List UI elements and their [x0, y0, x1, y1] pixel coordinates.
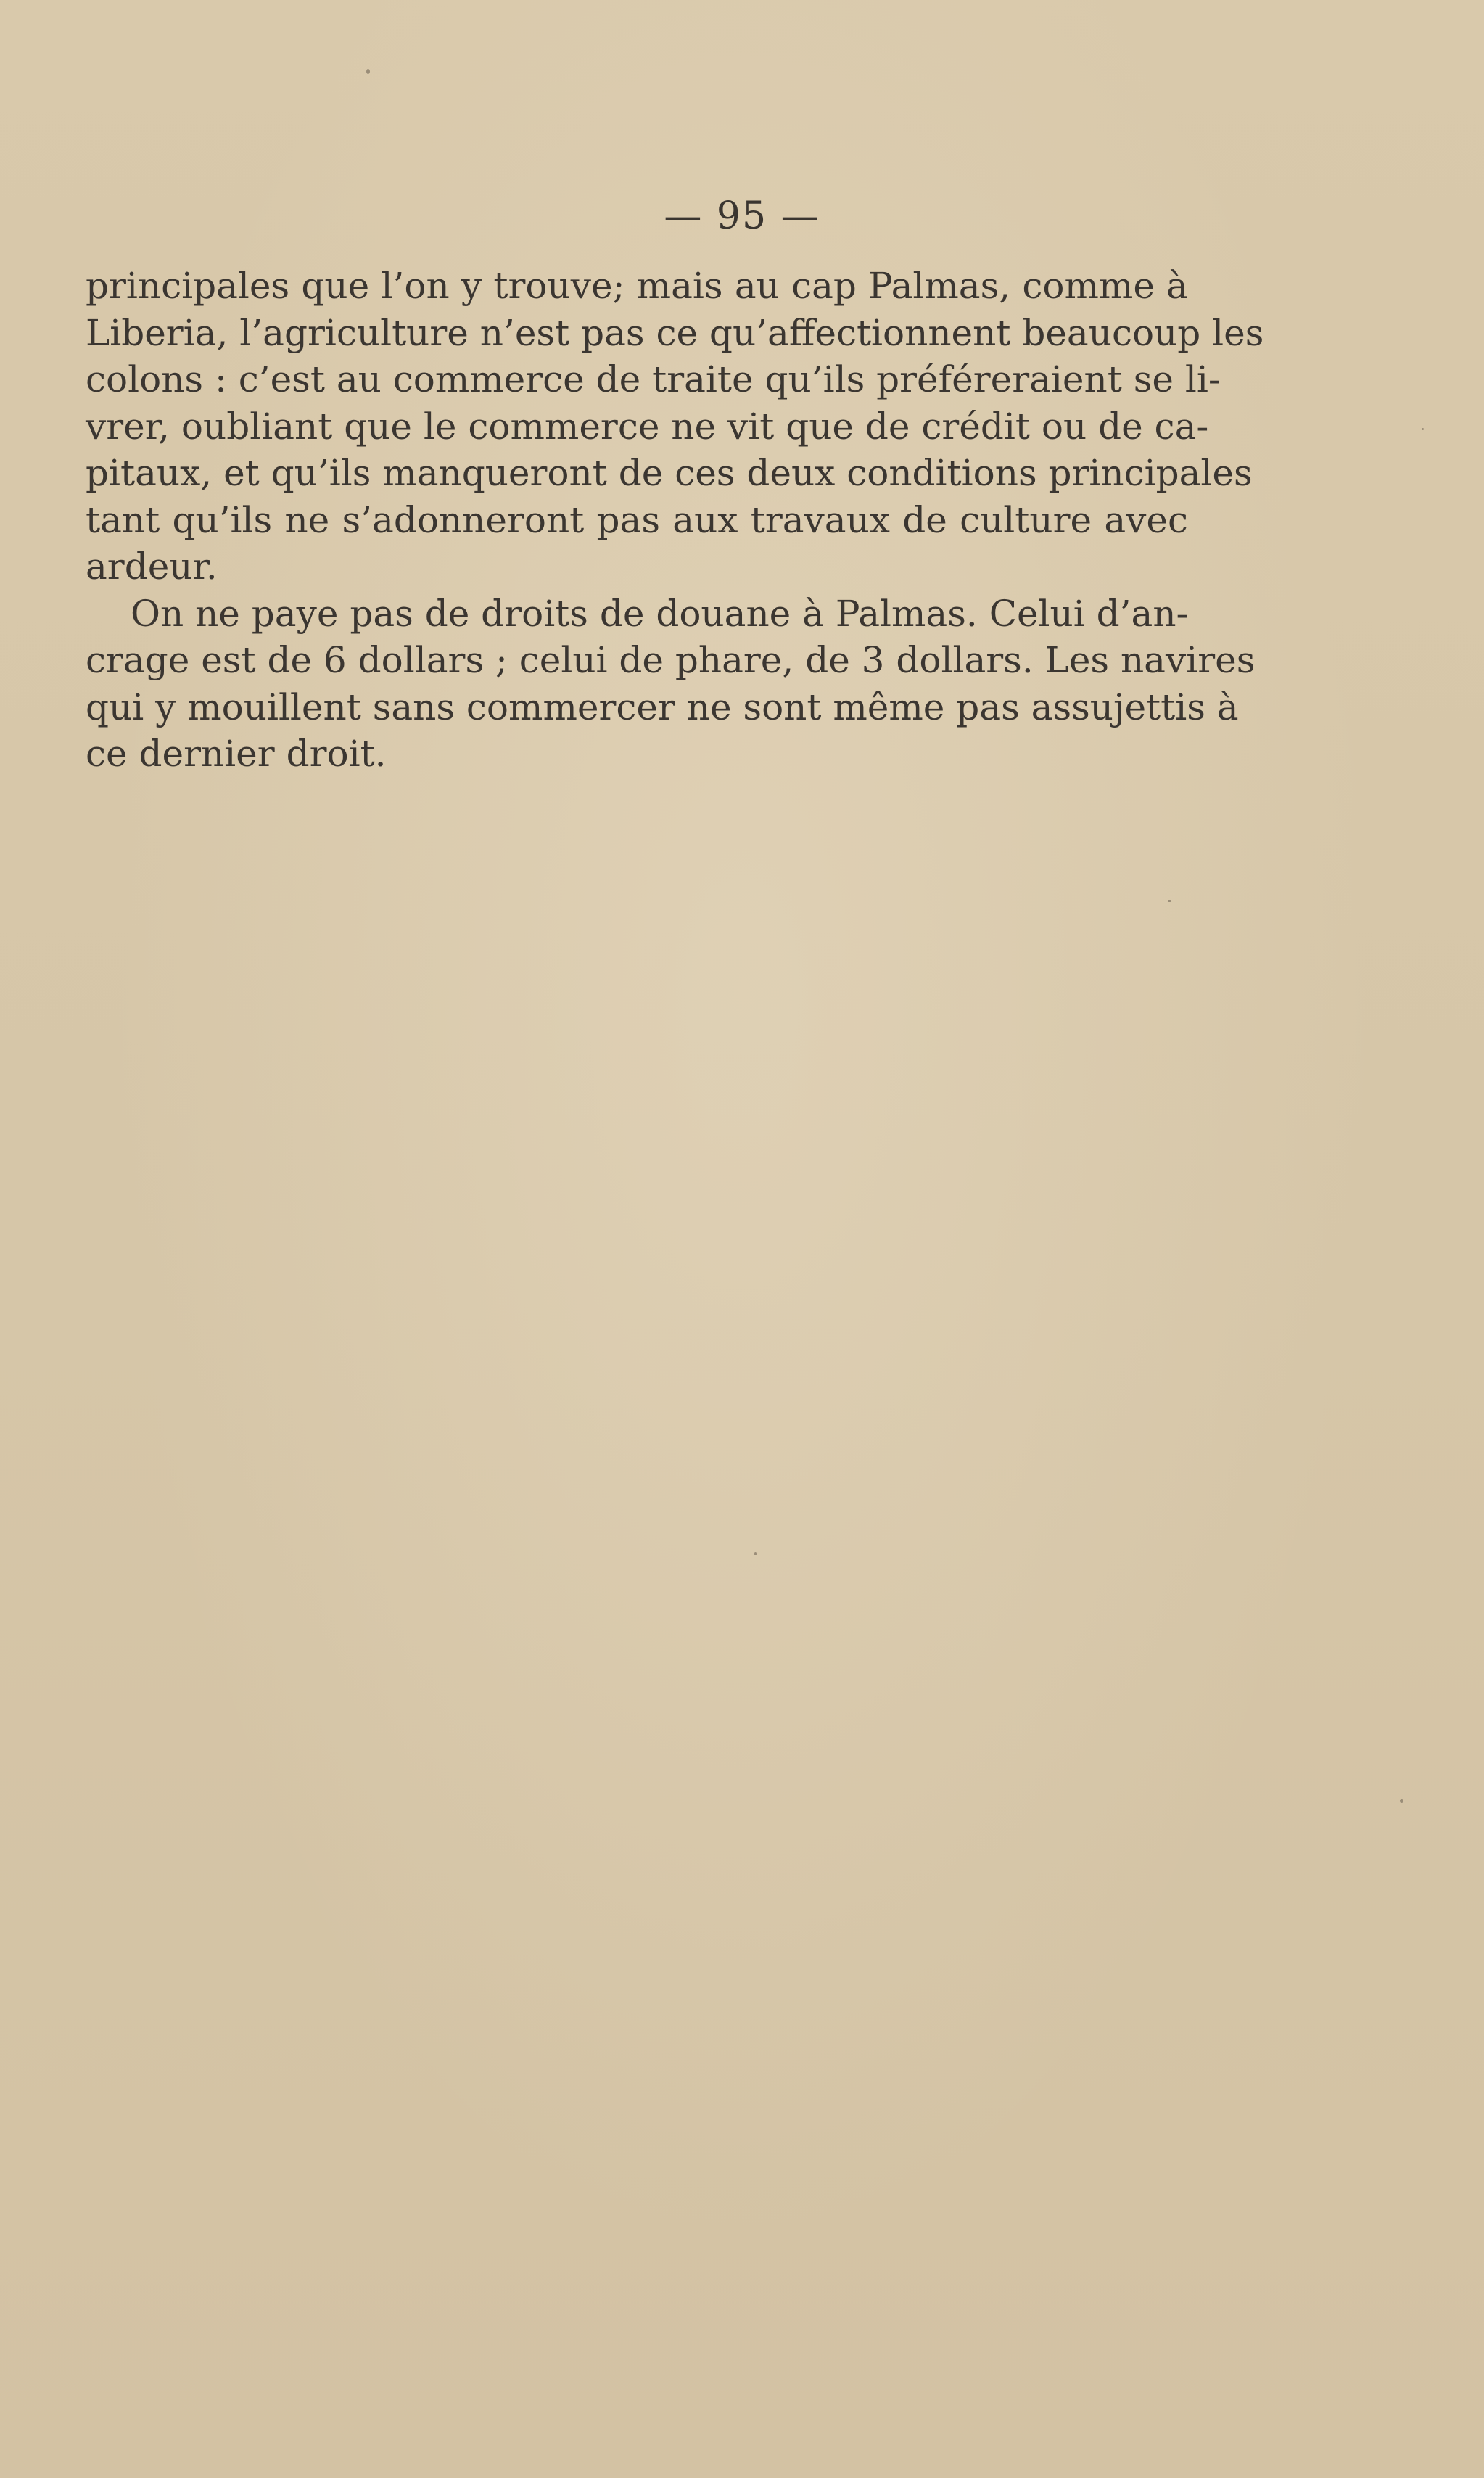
paper-speck [366, 69, 370, 74]
text-line: colons : c’est au commerce de traite qu’ils préféreraient se li- [86, 358, 1221, 400]
text-line: pitaux, et qu’ils manqueront de ces deux conditions principales [86, 452, 1253, 494]
text-line: Liberia, l’agriculture n’est pas ce qu’affectionnent beaucoup les [86, 311, 1264, 354]
text-line: ardeur. [86, 546, 218, 588]
text-line: ce dernier droit. [86, 733, 387, 775]
paper-speck [1400, 1799, 1403, 1803]
paper-speck [1422, 428, 1424, 430]
body-text [86, 263, 1264, 778]
paper-speck [1168, 900, 1171, 902]
paper-speck [754, 1552, 757, 1555]
text-line: qui y mouillent sans commercer ne sont même pas assujettis à [86, 686, 1239, 728]
text-line: tant qu’ils ne s’adonneront pas aux travaux de culture avec [86, 498, 1188, 541]
page-number: — 95 — [664, 194, 820, 238]
text-line: vrer, oubliant que le commerce ne vit que de crédit ou de ca- [86, 405, 1209, 448]
text-line: On ne paye pas de droits de douane à Palmas. Celui d’an- [131, 592, 1189, 635]
text-line: principales que l’on y trouve; mais au cap Palmas, comme à [86, 265, 1188, 307]
text-line: crage est de 6 dollars ; celui de phare, de 3 dollars. Les navires [86, 639, 1256, 681]
